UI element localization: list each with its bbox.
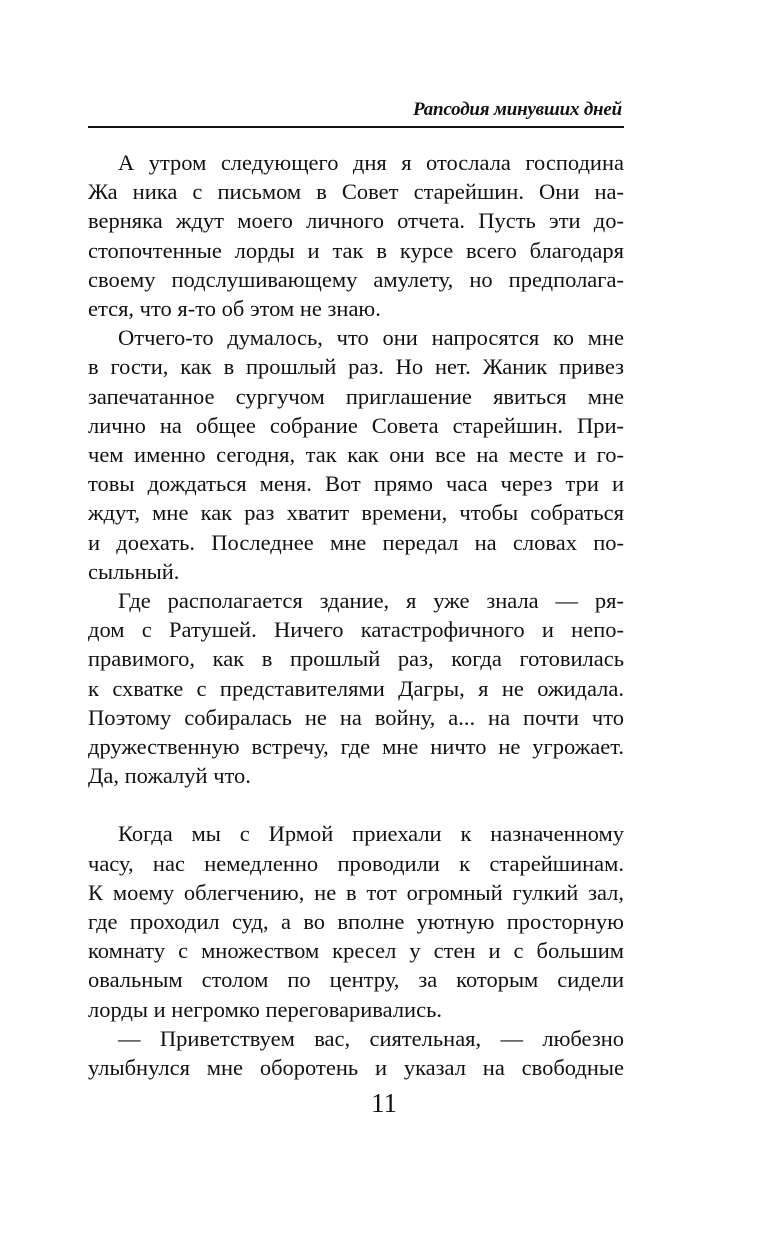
text-line: и доехать. Последнее мне передал на словах по-	[88, 529, 624, 555]
text-line: запечатанное сургучом приглашение явиться мне	[88, 383, 624, 409]
text-line: Поэтому собиралась не на войну, а... на почти что	[88, 704, 624, 730]
text-line: товы дождаться меня. Вот прямо часа через три и	[88, 471, 624, 497]
book-title: Рапсодия минувших дней	[413, 99, 622, 120]
text-line: Да, пожалуй что.	[88, 763, 251, 789]
paragraph	[88, 1024, 624, 1082]
text-line: дом с Ратушей. Ничего катастрофичного и непо-	[88, 617, 624, 643]
page-body	[88, 148, 624, 1082]
text-line: — Приветствуем вас, сиятельная, — любезно	[118, 1025, 624, 1051]
text-line: А утром следующего дня я отослала господина	[118, 150, 624, 175]
text-line: где проходил суд, а во вполне уютную просторную	[88, 909, 624, 935]
text-line: ждут, мне как раз хватит времени, чтобы собраться	[88, 500, 624, 526]
text-line: своему подслушивающему амулету, но предполага-	[88, 266, 624, 292]
text-line: к схватке с представителями Дагры, я не ожидала.	[88, 675, 624, 701]
page-number: 11	[371, 1088, 397, 1118]
text-line: часу, нас немедленно проводили к старейшинам.	[88, 850, 624, 876]
text-line: стопочтенные лорды и так в курсе всего благодаря	[88, 237, 624, 263]
text-line: сыльный.	[88, 558, 180, 584]
text-line: Жа ника с письмом в Совет старейшин. Они на-	[88, 179, 624, 205]
text-line: улыбнулся мне оборотень и указал на свободные	[88, 1055, 624, 1081]
section-break	[88, 790, 624, 819]
text-line: правимого, как в прошлый раз, когда готовилась	[88, 646, 624, 672]
paragraph	[88, 819, 624, 1023]
running-header	[88, 96, 624, 128]
text-line: К моему облегчению, не в тот огромный гулкий зал,	[88, 879, 624, 905]
text-line: дружественную встречу, где мне ничто не угрожает.	[88, 734, 624, 760]
text-line: верняка ждут моего личного отчета. Пусть эти до-	[88, 208, 624, 234]
text-line: комнату с множеством кресел у стен и с большим	[88, 938, 624, 964]
text-line: Где располагается здание, я уже знала — ря-	[118, 588, 624, 614]
text-line: лично на общее собрание Совета старейшин. При-	[88, 412, 624, 438]
text-line: лорды и негромко переговаривались.	[88, 996, 442, 1022]
paragraph	[88, 148, 624, 323]
text-line: Отчего-то думалось, что они напросятся ко мне	[118, 325, 624, 351]
text-line: в гости, как в прошлый раз. Но нет. Жаник привез	[88, 354, 624, 380]
text-line: ется, что я-то об этом не знаю.	[88, 296, 381, 322]
paragraph	[88, 323, 624, 586]
paragraph	[88, 586, 624, 790]
text-line: Когда мы с Ирмой приехали к назначенному	[118, 821, 624, 847]
text-line: чем именно сегодня, так как они все на месте и го-	[88, 442, 624, 468]
text-line: овальным столом по центру, за которым сидели	[88, 967, 624, 993]
